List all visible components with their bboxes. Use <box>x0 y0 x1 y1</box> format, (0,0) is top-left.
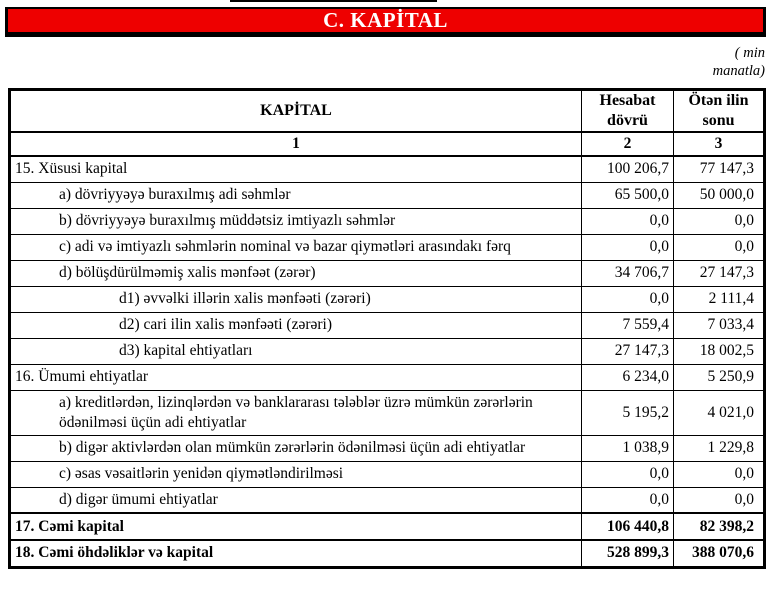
table-row <box>10 435 765 461</box>
column-numbering-row <box>10 132 765 156</box>
currency-unit-note-line1: ( min <box>734 45 765 61</box>
row-label: a) dövriyyəyə buraxılmış adi səhmlər <box>10 182 582 208</box>
row-label: d) digər ümumi ehtiyatlar <box>10 487 582 513</box>
total-liabilities-and-capital-row <box>10 540 765 567</box>
top-edge-artifact-line <box>230 0 437 2</box>
row-previous-value: 0,0 <box>674 461 765 487</box>
row-previous-value: 388 070,6 <box>674 540 765 567</box>
row-previous-value: 5 250,9 <box>674 364 765 390</box>
row-label: 18. Cəmi öhdəliklər və kapital <box>10 540 582 567</box>
row-current-value: 0,0 <box>582 461 674 487</box>
row-current-value: 65 500,0 <box>582 182 674 208</box>
row-previous-value: 82 398,2 <box>674 513 765 540</box>
row-current-value: 7 559,4 <box>582 312 674 338</box>
row-previous-value: 50 000,0 <box>674 182 765 208</box>
table-row <box>10 260 765 286</box>
table-row <box>10 364 765 390</box>
row-previous-value: 1 229,8 <box>674 435 765 461</box>
column-number-2: 2 <box>582 132 674 156</box>
row-current-value: 1 038,9 <box>582 435 674 461</box>
row-label: d2) cari ilin xalis mənfəəti (zərəri) <box>10 312 582 338</box>
row-current-value: 100 206,7 <box>582 156 674 182</box>
table-row <box>10 156 765 182</box>
column-number-1: 1 <box>10 132 582 156</box>
row-label: 17. Cəmi kapital <box>10 513 582 540</box>
table-row <box>10 487 765 513</box>
currency-unit-note <box>713 44 765 80</box>
header-kapital: KAPİTAL <box>10 90 582 133</box>
row-current-value: 0,0 <box>582 286 674 312</box>
row-previous-value: 4 021,0 <box>674 390 765 435</box>
row-label: d3) kapital ehtiyatları <box>10 338 582 364</box>
currency-unit-note-line2: manatla) <box>712 63 765 79</box>
table-row <box>10 461 765 487</box>
row-current-value: 106 440,8 <box>582 513 674 540</box>
table-row <box>10 338 765 364</box>
row-previous-value: 0,0 <box>674 208 765 234</box>
row-current-value: 27 147,3 <box>582 338 674 364</box>
row-previous-value: 27 147,3 <box>674 260 765 286</box>
table-row <box>10 286 765 312</box>
row-current-value: 0,0 <box>582 487 674 513</box>
table-row <box>10 234 765 260</box>
row-current-value: 5 195,2 <box>582 390 674 435</box>
row-label: b) dövriyyəyə buraxılmış müddətsiz imtiyazlı səhmlər <box>10 208 582 234</box>
section-title: C. KAPİTAL <box>323 8 448 32</box>
row-label: 16. Ümumi ehtiyatlar <box>10 364 582 390</box>
column-number-3: 3 <box>674 132 765 156</box>
row-previous-value: 0,0 <box>674 234 765 260</box>
row-previous-value: 77 147,3 <box>674 156 765 182</box>
row-previous-value: 18 002,5 <box>674 338 765 364</box>
section-banner <box>5 7 766 37</box>
header-previous-year-end: Ötən ilin sonu <box>674 90 765 133</box>
row-current-value: 528 899,3 <box>582 540 674 567</box>
table-header-row <box>10 90 765 133</box>
row-current-value: 0,0 <box>582 234 674 260</box>
row-previous-value: 2 111,4 <box>674 286 765 312</box>
row-label: d1) əvvəlki illərin xalis mənfəəti (zərəri) <box>10 286 582 312</box>
row-label: c) adi və imtiyazlı səhmlərin nominal və bazar qiymətləri arasındakı fərq <box>10 234 582 260</box>
row-current-value: 34 706,7 <box>582 260 674 286</box>
row-label: c) əsas vəsaitlərin yenidən qiymətləndirilməsi <box>10 461 582 487</box>
header-current-period: Hesabat dövrü <box>582 90 674 133</box>
table-row <box>10 208 765 234</box>
table-row <box>10 312 765 338</box>
row-current-value: 6 234,0 <box>582 364 674 390</box>
row-label: d) bölüşdürülməmiş xalis mənfəət (zərər) <box>10 260 582 286</box>
capital-table <box>8 88 766 569</box>
total-capital-row <box>10 513 765 540</box>
row-previous-value: 7 033,4 <box>674 312 765 338</box>
row-current-value: 0,0 <box>582 208 674 234</box>
table-row <box>10 182 765 208</box>
table-row <box>10 390 765 435</box>
row-previous-value: 0,0 <box>674 487 765 513</box>
row-label: 15. Xüsusi kapital <box>10 156 582 182</box>
row-label: b) digər aktivlərdən olan mümkün zərərlərin ödənilməsi üçün adi ehtiyatlar <box>10 435 582 461</box>
row-label: a) kreditlərdən, lizinqlərdən və banklararası tələblər üzrə mümkün zərərlərin ödənilməsi üçün adi ehtiyatlar <box>10 390 582 435</box>
